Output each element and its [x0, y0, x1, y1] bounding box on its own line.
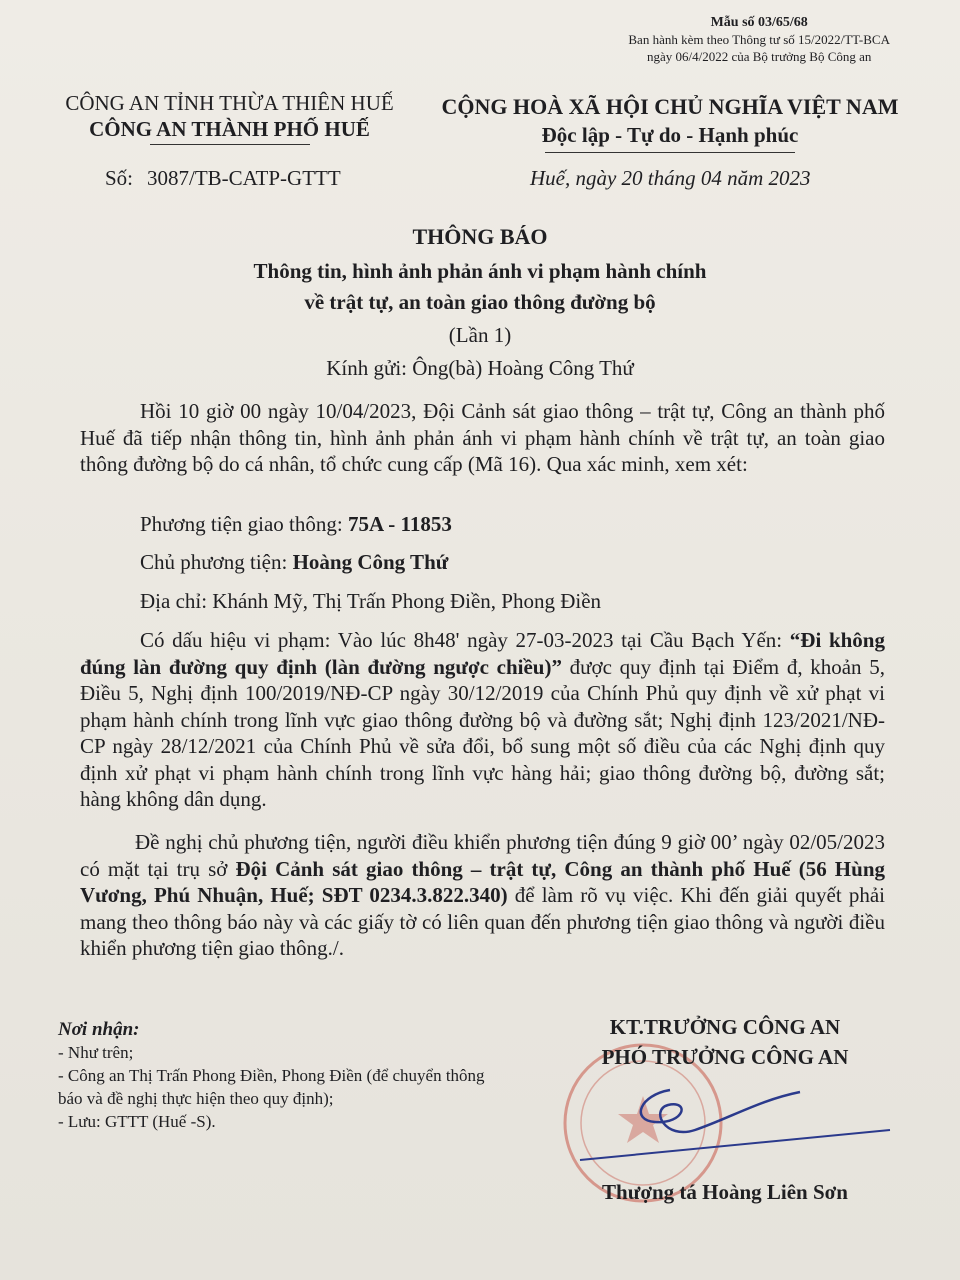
- nation-name: CỘNG HOÀ XÃ HỘI CHỦ NGHĨA VIỆT NAM: [441, 94, 899, 119]
- recipient-line: Kính gửi: Ông(bà) Hoàng Công Thứ: [326, 356, 634, 380]
- motto-underline: [545, 152, 795, 153]
- subtitle-line2: về trật tự, an toàn giao thông đường bộ: [304, 290, 656, 314]
- violation-intro: Có dấu hiệu vi phạm: Vào lúc 8h48' ngày 27-03-2023 tại Cầu Bạch Yến:: [140, 628, 790, 652]
- signature-line1: KT.TRƯỞNG CÔNG AN: [609, 1015, 841, 1039]
- recipients-heading: Nơi nhận:: [58, 1019, 140, 1040]
- number-label: Số:: [105, 166, 134, 190]
- document-title: THÔNG BÁO: [412, 224, 548, 249]
- recipient-item: - Như trên;: [58, 1043, 134, 1062]
- recipients-block: [58, 1018, 498, 1133]
- paragraph-request: [80, 829, 885, 962]
- signer-name: Thượng tá Hoàng Liên Sơn: [602, 1180, 848, 1204]
- nation-motto: Độc lập - Tự do - Hạnh phúc: [541, 123, 799, 147]
- signature-line2: PHÓ TRƯỞNG CÔNG AN: [601, 1045, 849, 1069]
- address-field: Địa chỉ: Khánh Mỹ, Thị Trấn Phong Điền, Phong Điền: [140, 589, 602, 613]
- subtitle-line1: Thông tin, hình ảnh phản ánh vi phạm hành chính: [253, 259, 707, 283]
- paragraph-reception: Hồi 10 giờ 00 ngày 10/04/2023, Đội Cảnh sát giao thông – trật tự, Công an thành phố Huế đã tiếp nhận thông tin, hình ảnh phản ánh vi phạm hành chính về trật tự, an toàn giao thông đường bộ do cá nhân, tổ chức cung cấp (Mã 16). Qua xác minh, xem xét:: [80, 399, 885, 476]
- violation-offense: “Đi không đúng làn đường quy định (làn đường ngược chiều)”: [80, 628, 885, 679]
- agency-underline: [150, 144, 310, 145]
- paragraph-violation: [80, 627, 885, 813]
- agency-unit: CÔNG AN THÀNH PHỐ HUẾ: [89, 117, 370, 141]
- handwritten-signature: [570, 1060, 900, 1170]
- number-value: 3087/TB-CATP-GTTT: [147, 166, 341, 190]
- document-subtitle: [0, 256, 960, 318]
- national-header: [430, 93, 910, 153]
- issuing-agency: [52, 90, 407, 145]
- owner-field: [140, 550, 448, 575]
- recipient-item: - Lưu: GTTT (Huế -S).: [58, 1112, 216, 1131]
- owner-name: Hoàng Công Thứ: [292, 550, 449, 574]
- issue-date: Huế, ngày 20 tháng 04 năm 2023: [530, 166, 811, 190]
- request-place: Đội Cảnh sát giao thông – trật tự, Công an thành phố Huế (56 Hùng Vương, Phú Nhuận, Huế; SĐT 0234.3.822.340): [80, 856, 885, 907]
- recipient-item: - Công an Thị Trấn Phong Điền, Phong Điền (để chuyển thông báo và đề nghị thực hiện theo quy định);: [58, 1066, 485, 1108]
- document-number: [105, 166, 341, 191]
- form-code: Mẫu số 03/65/68: [710, 15, 808, 30]
- form-ref-line2: ngày 06/4/2022 của Bộ trưởng Bộ Công an: [646, 49, 872, 64]
- form-ref-line1: Ban hành kèm theo Thông tư số 15/2022/TT-BCA: [628, 32, 890, 47]
- vehicle-label: Phương tiện giao thông:: [140, 512, 348, 536]
- vehicle-plate: 75A - 11853: [347, 512, 452, 536]
- notice-round: (Lần 1): [448, 323, 512, 347]
- vehicle-field: [140, 512, 452, 537]
- agency-parent: CÔNG AN TỈNH THỪA THIÊN HUẾ: [65, 91, 394, 115]
- owner-label: Chủ phương tiện:: [140, 550, 293, 574]
- form-reference: [628, 14, 890, 65]
- violation-legal-basis: được quy định tại Điểm đ, khoản 5, Điều 5, Nghị định 100/2019/NĐ-CP ngày 30/12/2019 của Chính Phủ quy định về xử phạt vi phạm hành chính trong lĩnh vực giao thông đường bộ và đường sắt; Nghị định 123/2021/NĐ-CP ngày 28/12/2021 của Chính Phủ về sửa đổi, bổ sung một số điều của các Nghị định quy định xử phạt vi phạm hành chính trong lĩnh vực hàng hải; giao thông đường bộ, đường sắt; hàng không dân dụng.: [80, 654, 885, 811]
- request-intro: Đề nghị chủ phương tiện, người điều khiển phương tiện đúng 9 giờ 00’ ngày 02/05/2023 có mặt tại trụ sở: [80, 830, 885, 881]
- request-rest: để làm rõ vụ việc. Khi đến giải quyết phải mang theo thông báo này và các giấy tờ có liên quan đến phương tiện giao thông và người điều khiển phương tiện giao thông./.: [80, 883, 885, 960]
